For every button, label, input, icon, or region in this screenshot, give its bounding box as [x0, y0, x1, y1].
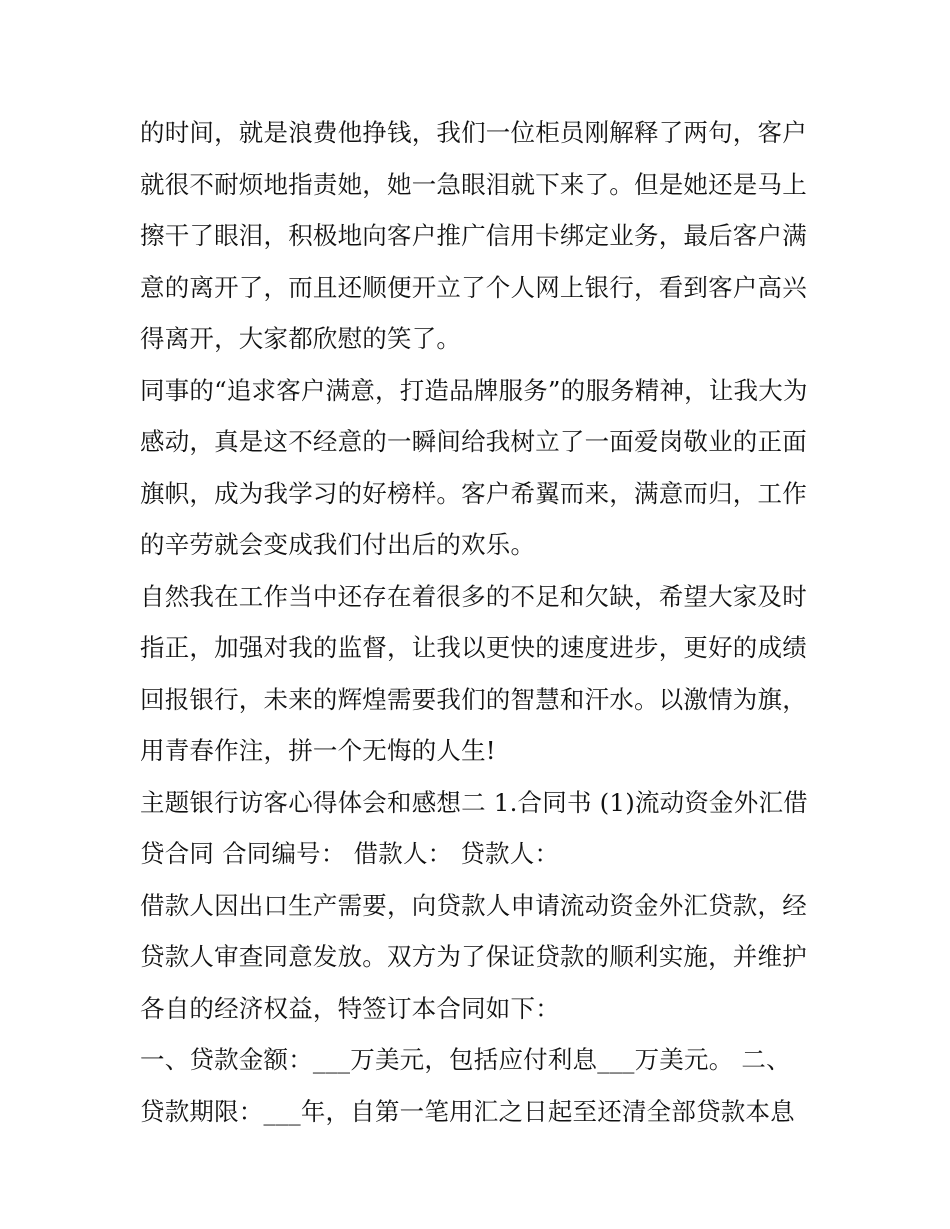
text-line: 贷款期限：___年，自第一笔用汇之日起至还清全部贷款本息	[140, 1096, 795, 1126]
text-line: 自然我在工作当中还存在着很多的不足和欠缺，希望大家及时	[140, 581, 807, 611]
text-line: 得离开，大家都欣慰的笑了。	[140, 324, 462, 353]
text-line: 贷合同 合同编号： 借款人： 贷款人：	[140, 839, 560, 868]
text-line: 指正，加强对我的监督，让我以更快的速度进步，更好的成绩	[140, 633, 807, 662]
text-line: 借款人因出口生产需要，向贷款人申请流动资金外汇贷款，经	[140, 890, 807, 920]
text-line: 的时间，就是浪费他挣钱，我们一位柜员刚解释了两句，客户	[140, 118, 807, 147]
text-line: 就很不耐烦地指责她，她一急眼泪就下来了。但是她还是马上	[140, 169, 807, 199]
document-body	[140, 107, 820, 1137]
text-line: 的辛劳就会变成我们付出后的欢乐。	[140, 530, 536, 559]
paragraph-contract-terms	[140, 1034, 820, 1137]
text-line: 旗帜，成为我学习的好榜样。客户希翼而来，满意而归，工作	[140, 478, 807, 508]
text-line: 贷款人审查同意发放。双方为了保证贷款的顺利实施，并维护	[140, 942, 807, 971]
paragraph-service-spirit	[140, 365, 820, 571]
paragraph-self-reflection	[140, 571, 820, 777]
text-line: 擦干了眼泪，积极地向客户推广信用卡绑定业务，最后客户满	[140, 221, 807, 250]
paragraph-customer-story	[140, 107, 820, 365]
text-line: 一、贷款金额：___万美元，包括应付利息___万美元。 二、	[140, 1045, 791, 1074]
text-line: 主题银行访客心得体会和感想二 1.合同书 (1)流动资金外汇借	[140, 787, 808, 817]
text-line: 用青春作注，拼一个无悔的人生!	[140, 736, 496, 765]
text-line: 各自的经济权益，特签订本合同如下：	[140, 993, 560, 1023]
text-line: 感动，真是这不经意的一瞬间给我树立了一面爱岗敬业的正面	[140, 427, 807, 456]
paragraph-contract-purpose	[140, 880, 820, 1035]
paragraph-contract-heading	[140, 777, 820, 880]
text-line: 回报银行，未来的辉煌需要我们的智慧和汗水。以激情为旗，	[140, 684, 807, 714]
text-line: 意的离开了，而且还顺便开立了个人网上银行，看到客户高兴	[140, 272, 807, 302]
text-line: 同事的“追求客户满意，打造品牌服务”的服务精神，让我大为	[140, 375, 808, 405]
